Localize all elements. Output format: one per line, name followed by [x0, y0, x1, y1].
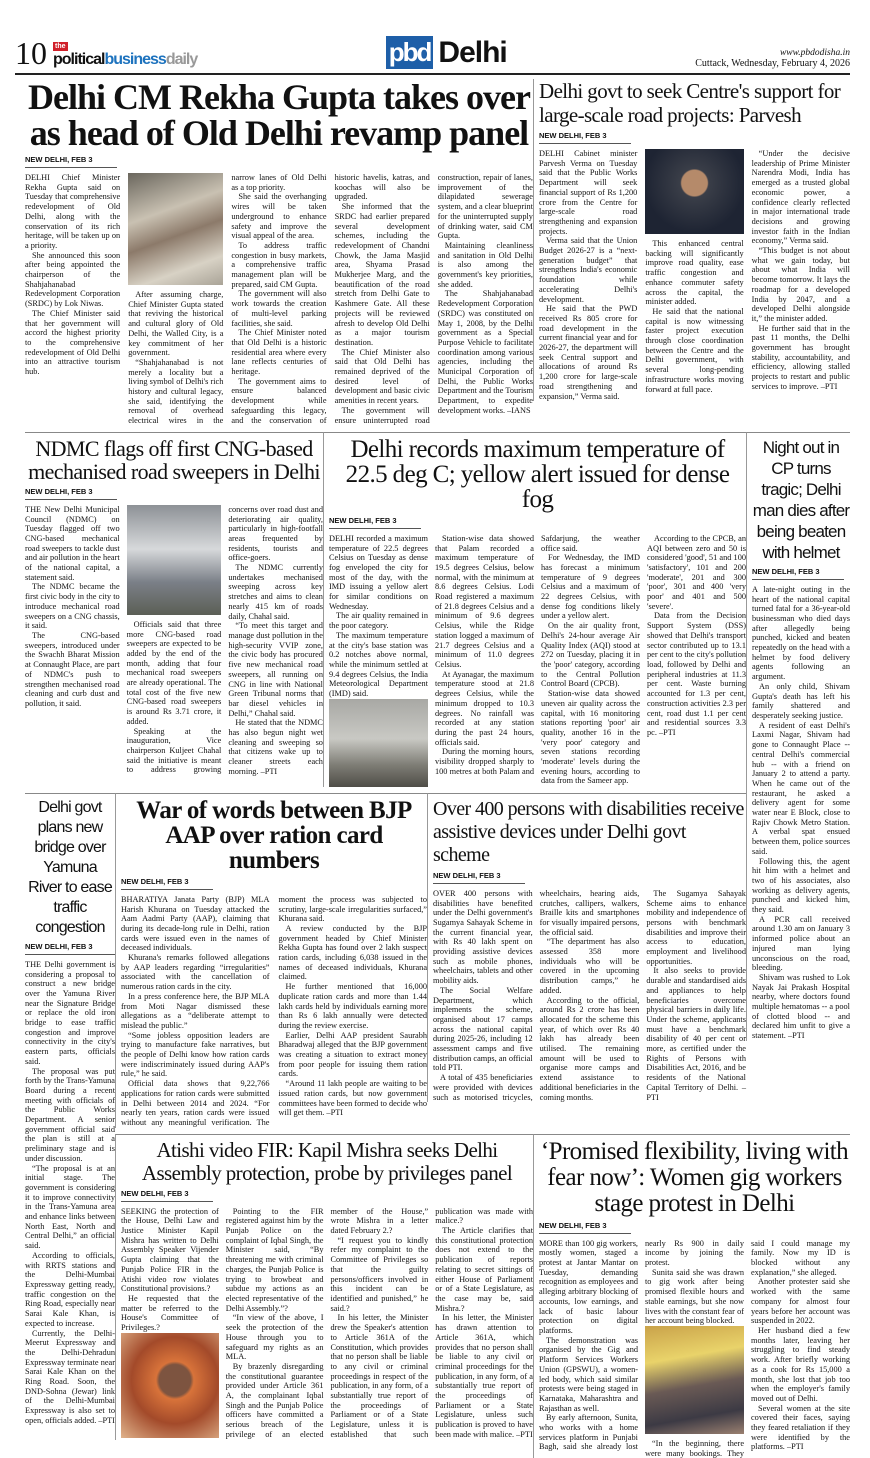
article-body: [25, 505, 323, 777]
paragraph: The Shahjahanabad Redevelopment Corporation (SRDC) was constituted on May 1, 2008, by the Delhi government as a Special Purpose Vehicle to facilitate coordination among various agencies, including the Municipal Corporation of Delhi, the Public Works Department and the Tourism Department, to expedite development works. –IANS: [437, 289, 533, 415]
paragraph: Sunita said she was drawn to gig work after being promised flexible hours and stable earnings, but she now lives with the constant fear of her account being blocked.: [645, 1267, 744, 1326]
paragraph: Maintaining cleanliness and sanitation in Old Delhi is also among the government's key priorities, she added.: [437, 240, 533, 289]
paragraph: The Chief Minister also said that Old Delhi has remained deprived of the desired level of development and basic civic amenities in recent years.: [334, 347, 430, 406]
photo-road-sweeper: [127, 505, 222, 615]
paragraph: Earlier, Delhi AAP president Saurabh Bharadwaj alleged that the BJP government was creating a situation to extract money from poor people for issuing them ration cards.: [278, 1030, 427, 1079]
paragraph: “Under the decisive leadership of Prime Minister Narendra Modi, India has emerged as a trusted global economic power, a confidence clearly reflected in major international trade decisions and growing investor faith in the Indian economy,” Verma said.: [751, 149, 850, 246]
paragraph: Currently, the Delhi-Meerut Expressway and the Delhi-Dehradun Expressway terminate near Sarai Kale Khan on the Ring Road. Soon, the DND-Sohna (Jewar) link of the Delhi-Mumbai Expressway is also set to open, officials added. –PTI: [25, 1328, 115, 1425]
paragraph: After assuming charge, Chief Minister Gupta stated that reviving the historical and cultural glory of Old Delhi, the Walled City, is a key commitment of her government.: [128, 290, 224, 358]
headline: Delhi govt to seek Centre's support for large-scale road projects: Parvesh: [539, 79, 841, 127]
paragraph: According to officials, with RRTS stations and the Delhi-Mumbai Expressway getting ready, traffic congestion on the Ring Road, especially near Sarai Kale Khan, is expected to increase.: [25, 1250, 115, 1328]
paragraph: She informed that the SRDC had earlier prepared several development schemes, including the redevelopment of Chandni Chowk, the Jama Masjid area, Shyama Prasad Mukherjee Marg, and the beautification of the road stretch from Delhi Gate to Kashmere Gate. All these projects will be reviewed afresh to develop Old Delhi as a major tourism destination.: [334, 202, 430, 347]
headline: ‘Promised flexibility, living with fear now’: Women gig workers stage protest in Delhi: [540, 1137, 849, 1217]
section-masthead: [386, 36, 507, 69]
logo-wordmark: [53, 51, 197, 69]
dateline: NEW DELHI, FEB 3: [25, 487, 117, 500]
paragraph: Following this, the agent hit him with a helmet and two of his associates, also working as delivery agents, punched and kicked him, they said.: [752, 856, 850, 915]
paragraph: The NDMC became the first civic body in the city to introduce mechanical road sweepers on a CNG chassis, it said.: [25, 582, 120, 631]
paragraph: By brazenly disregarding the constitutional guarantee provided under Article 361 A, the complainant Iqbal Singh and the Punjab Police officers have committed a serious breach of the privilege of an elected member of the House,” wrote Mishra in a letter dated February 2.?: [225, 1206, 429, 1439]
paragraph: Several women at the site covered their faces, saying they feared retaliation if they were identified by the platforms. –PTI: [751, 1403, 850, 1452]
masthead-left: [15, 37, 197, 69]
paragraph: Speaking at the inauguration, Vice chairperson Kuljeet Chahal said the initiative is meant to address growing concerns over road dust and deteriorating air quality, particularly in high-footfall areas frequented by residents, tourists and office-goers.: [126, 504, 323, 775]
article-body: [539, 1239, 850, 1458]
dateline: NEW DELHI, FEB 3: [539, 1221, 631, 1234]
paragraph: “Some jobless opposition leaders are trying to manufacture fake narratives, but the people of Delhi know how ration cards were indiscriminately issued during AAP's rule,” he said.: [121, 1030, 270, 1079]
photo-dense-fog: [329, 699, 428, 787]
paragraph: The maximum temperature at the city's base station was 0.2 notches above normal, while the minimum settled at 9.4 degrees Celsius, the India Meteorological Department (IMD) said.: [329, 630, 428, 699]
paragraph: The proposal was put forth by the Trans-Yamuna Board during a recent meeting with officials of the Public Works Department. A senior government official said the plan is still at a preliminary stage and is under discussion.: [25, 1066, 115, 1163]
paragraph: Verma said that the Union Budget 2026-27 is a “next-generation budget” that strengthens India's economic foundation while accelerating Delhi's development.: [539, 236, 638, 304]
article-body: [433, 889, 746, 1102]
page-number: 10: [15, 35, 47, 71]
paragraph: The Chief Minister said that her government will accord the highest priority to the comprehensive redevelopment of Old Delhi into an attractive tourism hub.: [25, 308, 121, 377]
paragraph: The government will also work towards the creation of multi-level parking facilities, she said.: [231, 289, 327, 328]
photo-protest: [645, 1326, 744, 1434]
paragraph: The Social Welfare Department, which implements the scheme, organised about 17 camps across the national capital during 2025-26, including 12 assessment camps and five distribution camps, an official told PTI.: [433, 985, 533, 1073]
masthead: [15, 0, 850, 75]
article-yamuna-bridge: [25, 793, 115, 1426]
paragraph: “In the beginning, there were many bookings. They said I could manage my family. Now my ID is blocked without any explanation,” she alleged.: [645, 1238, 850, 1458]
paragraph: He requested that the matter be referred to the House's Committee of Privileges.?: [121, 1294, 219, 1333]
paragraph: Pointing to the FIR registered against him by the Punjab Police on the complaint of Iqbal Singh, the Minister said, “By threatening me with criminal charges, the Punjab Police is trying to browbeat and subdue my actions as an elected representative of the Delhi Assembly.”?: [225, 1206, 324, 1313]
paragraph: On the air quality front, Delhi's 24-hour average Air Quality Index (AQI) stood at 272 on Tuesday, placing it in the 'poor' category, according to the Central Pollution Control Board (CPCB).: [541, 621, 640, 689]
paragraph: “This budget is not about what we gain today, but about what India will become tomorrow. It lays the roadmap for a developed India by 2047, and a developed Delhi alongside it,” the minister added.: [751, 246, 850, 323]
paragraph: He further mentioned that 16,000 duplicate ration cards and more than 1.44 lakh cards held by individuals earning more than Rs 6 lakh annually were detected during the review exercise.: [278, 982, 427, 1030]
paragraph: At Ayanagar, the maximum temperature stood at 21.8 degrees Celsius, while the minimum dropped to 10.3 degrees. No rainfall was recorded at any station during the past 24 hours, officials said.: [435, 669, 534, 747]
photo-rekha-gupta: [128, 173, 223, 285]
headline: Delhi govt plans new bridge over Yamuna River to ease traffic congestion: [28, 798, 112, 936]
paragraph: The demonstration was organised by the Gig and Platform Services Workers Union (GPSWU), a women-led body, which said similar protests were being staged in Karnataka, Maharashtra and Rajasthan as well.: [539, 1335, 638, 1413]
headline: War of words between BJP AAP over ration card numbers: [136, 796, 412, 874]
article-body: [121, 1207, 533, 1441]
newspaper-logo: [53, 42, 197, 69]
paragraph: He said that the national capital is now witnessing faster project execution through close coordination between the Centre and the Delhi government, with several long-pending infrastructure works moving forward at full pace.: [645, 306, 744, 394]
paragraph: The air quality remained in the poor category.: [329, 611, 428, 631]
paragraph: A resident of east Delhi's Laxmi Nagar, Shivam had gone to Connaught Place -- central Delhi's commercial hub -- with a friend on January 2 to attend a party. When he came out of the restaurant, he asked a delivery agent for some water near E Block, close to Rajiv Chowk Metro Station. A verbal spat ensued between them, police sources said.: [752, 720, 850, 856]
masthead-right: [695, 48, 850, 69]
section-logo: pbd: [386, 36, 434, 69]
paragraph: It also seeks to provide durable and standardised aids and appliances to help beneficiaries overcome physical barriers in daily life. Under the scheme, applicants must have a benchmark disability of 40 per cent or more, as certified under the Rights of Persons with Disabilities Act, 2016, and be residents of the National Capital Territory of Delhi. –PTI: [646, 966, 746, 1102]
logo-the: the: [55, 43, 66, 50]
article-cp-night-out: [746, 432, 850, 1041]
paragraph: Data from the Decision Support System (DSS) showed that Delhi's transport sector contributed up to 13.1 per cent to the city's pollution load, followed by Delhi and peripheral industries at 11.3 per cent. Waste burning accounted for 1.3 per cent, construction activities 2.3 per cent, road dust 1.1 per cent and residential sources 3.3 pc. –PTI: [647, 611, 746, 737]
article-body: [25, 960, 115, 1426]
logo-political: political: [53, 51, 105, 68]
paragraph: MORE than 100 gig workers, mostly women, staged a protest at Jantar Mantar on Tuesday, demanding recognition as employees and alleging arbitrary blocking of accounts, low earnings, and lack of basic labour protection on digital platforms.: [539, 1238, 638, 1335]
article-ndmc-sweepers: [25, 432, 323, 777]
photo-parvesh-verma: [645, 149, 743, 234]
paragraph: A PCR call received around 1.30 am on January 3 informed police about an injured man lying unconscious on the road, bleeding.: [752, 914, 850, 973]
paragraph: Official data shows that 9,22,766 applications for ration cards were submitted in Delhi between 2014 and 2024. “For nearly ten years, ration cards were issued without any meaningful verification. The moment the process was subjected to scrutiny, large-scale irregularities surfaced,” Khurana said.: [121, 894, 427, 1127]
paragraph: Her husband died a few months later, leaving her struggling to find steady work. After briefly working as a cook for Rs 15,000 a month, she lost that job too when the employer's family moved out of Delhi.: [751, 1326, 850, 1403]
paragraph: SEEKING the protection of the House, Delhi Law and Justice Minister Kapil Mishra has written to Delhi Assembly Speaker Vijender Gupta claiming that the Punjab Police FIR in the Atishi video row violates Constitutional provisions.?: [121, 1206, 219, 1294]
paragraph: Khurana's remarks followed allegations by AAP leaders regarding “irregularities” associated with the cancellation of numerous ration cards in the city.: [121, 953, 270, 992]
paragraph: A late-night outing in the heart of the national capital turned fatal for a 36-year-old businessman who died days after allegedly being punched, kicked and beaten repeatedly on the head with a helmet by food delivery agents following an argument.: [752, 584, 850, 682]
article-old-delhi-revamp: [25, 79, 533, 426]
paragraph: “I request you to kindly refer my complaint to the Committee of Privileges so that the guilty persons/officers involved in this incident can be identified and punished,” he said.?: [330, 1235, 429, 1313]
paragraph: By early afternoon, Sunita, who works with a home services platform in Punjabi Bagh, said she already lost nearly Rs 900 in daily income by joining the protest.: [539, 1238, 744, 1452]
article-atishi-video-fir: [115, 1134, 533, 1441]
article-body: [25, 173, 533, 426]
article-body: [539, 149, 850, 401]
logo-business: business: [104, 51, 166, 68]
paragraph: During the morning hours, visibility dropped sharply to 100 metres at both Palam and Safdarjung, the weather office said.: [435, 533, 640, 776]
paragraph: The Sugamya Sahayak Scheme aims to enhance mobility and independence of persons with benchmark disabilities and improve their access to education, employment and livelihood opportunities.: [646, 888, 746, 966]
paragraph: The NDMC currently undertakes mechanised sweeping across key stretches and aims to clean nearly 415 km of roads daily, Chahal said.: [228, 563, 323, 621]
article-body: [752, 585, 850, 1041]
issue-date: Cuttack, Wednesday, February 4, 2026: [695, 58, 850, 69]
paragraph: He further said that in the past 11 months, the Delhi government has brought stability, accountability, and efficiency, allowing stalled projects to restart and public services to improve. –PTI: [751, 323, 850, 391]
dateline: NEW DELHI, FEB 3: [25, 942, 115, 955]
dateline: NEW DELHI, FEB 3: [121, 1189, 213, 1202]
paragraph: For Wednesday, the IMD has forecast a minimum temperature of 9 degrees Celsius and a maximum of 22 degrees Celsius, with dense fog conditions likely under a yellow alert.: [541, 553, 640, 621]
dateline: NEW DELHI, FEB 3: [329, 516, 421, 529]
paragraph: DELHI recorded a maximum temperature of 22.5 degrees Celsius on Tuesday as dense fog enveloped the city for most of the day, with the IMD issuing a yellow alert for similar conditions on Wednesday.: [329, 533, 428, 611]
paragraph: He stated that the NDMC has also begun night wet cleaning and sweeping so that citizens wake up to cleaner streets each morning. –PTI: [228, 718, 323, 776]
page-grid: [25, 79, 850, 1458]
paragraph: An only child, Shivam Gupta's death has left his family shattered and desperately seeking justice.: [752, 681, 850, 720]
paragraph: DELHI Cabinet minister Parvesh Verma on Tuesday said that the Public Works Department will seek financial support of Rs 1,200 crore from the Centre for large-scale road strengthening and expansion projects.: [539, 149, 638, 236]
dateline: NEW DELHI, FEB 3: [25, 155, 117, 168]
paragraph: “The proposal is at an initial stage. The government is considering it to improve connectivity in the Trans-Yamuna area and enhance links between North East, North and Central Delhi,” an official said.: [25, 1163, 115, 1251]
paragraph: Shivam was rushed to Lok Nayak Jai Prakash Hospital nearby, where doctors found multiple hematomas -- a pool of clotted blood -- and declared him unfit to give a statement. –PTI: [752, 972, 850, 1041]
article-body: [121, 895, 427, 1128]
paragraph: “The department has also assessed 358 more individuals who will be covered in the upcoming distribution camps,” he added.: [539, 937, 640, 995]
paragraph: According to the CPCB, an AQI between zero and 50 is considered 'good', 51 and 100 'satisfactory', 101 and 200 'moderate', 201 and 300 'poor', 301 and 400 'very poor' and 401 and 500 'severe'.: [647, 533, 746, 611]
article-gig-workers-protest: [533, 1134, 850, 1458]
headline: NDMC flags off first CNG-based mechanised road sweepers in Delhi: [28, 435, 320, 484]
headline: Over 400 persons with disabilities receive assistive devices under Delhi govt scheme: [433, 797, 744, 866]
headline: Atishi video FIR: Kapil Mishra seeks Delhi Assembly protection, probe by privileges panel: [141, 1137, 513, 1185]
article-temperature-fog: [323, 432, 746, 787]
dateline: NEW DELHI, FEB 3: [433, 871, 525, 884]
paragraph: He said that the PWD received Rs 805 crore for road development in the current financial year and for 2026-27, the department will seek Central support and allocations of around Rs 1,200 crore for large-scale road strengthening and expansion,” Verma said.: [539, 304, 638, 401]
paragraph: The government aims to ensure balanced development while safeguarding this legacy, and the conservation of historic havelis, katras, and koochas will also be upgraded.: [231, 173, 430, 425]
headline: Delhi CM Rekha Gupta takes over as head of Old Delhi revamp panel: [28, 77, 530, 153]
paragraph: Station-wise data showed that Palam recorded a maximum temperature of 19.5 degrees Celsius, below normal, with the minimum at 8.6 degrees Celsius. Lodi Road registered a maximum of 21.8 degrees Celsius and a minimum of 9.6 degrees Celsius, while the Ridge station logged a maximum of 21.7 degrees Celsius and a minimum of 11.0 degrees Celsius.: [435, 533, 534, 669]
paragraph: A review conducted by the BJP government headed by Chief Minister Rekha Gupta has found over 2 lakh suspect ration cards, including 6,038 issued in the names of deceased individuals, Khurana claimed.: [278, 923, 427, 982]
section-title: Delhi: [438, 36, 507, 69]
paragraph: BHARATIYA Janata Party (BJP) MLA Harish Khurana on Tuesday attacked the Aam Aadmi Party (AAP), claiming that during its decade-long rule in Delhi, ration cards were issued even in the names of deceased individuals.: [121, 894, 270, 953]
paragraph: Station-wise data showed uneven air quality across the capital, with 16 monitoring stations reporting 'poor' air quality, another 16 in the 'very poor' category and seven stations recording 'moderate' levels during the evening hours, according to data from the Sameer app.: [541, 689, 640, 786]
paragraph: The Article clarifies that this constitutional protection does not extend to the publication of reports relating to secret sittings of either House of Parliament or of a State Legislature, as the case may be, said Mishra.?: [435, 1226, 533, 1313]
article-road-projects: [533, 79, 850, 401]
paragraph: “To meet this target and manage dust pollution in the high-security VVIP zone, the civic body has procured five new mechanical road sweepers, all running on CNG in line with National Green Tribunal norms that bar diesel vehicles in Delhi,” Chahal said.: [228, 621, 323, 718]
paragraph: The Chief Minister noted that Old Delhi is a historic residential area where every lane reflects centuries of heritage.: [231, 328, 327, 377]
paragraph: The government will ensure uninterrupted road construction, repair of lanes, improvement of the dilapidated sewerage system, and a clear blueprint for the uninterrupted supply of drinking water, said CM Gupta.: [334, 173, 533, 425]
paragraph: In his letter, the Minister drew the Speaker's attention to Article 361A of the Constitution, which provides that no person shall be liable to any civil or criminal proceedings in respect of the publication, in any form, of a substantially true report of the proceedings of Parliament or of a State Legislature, unless it is established that such publication was made with malice.?: [330, 1206, 533, 1439]
paragraph: DELHI Chief Minister Rekha Gupta said on Tuesday that comprehensive redevelopment of Old Delhi, along with the conservation of its rich heritage, will be taken up on a priority.: [25, 173, 121, 250]
dateline: NEW DELHI, FEB 3: [121, 877, 213, 890]
paragraph: In a press conference here, the BJP MLA from Moti Nagar dismissed these allegations as a “deliberate attempt to mislead the public.”: [121, 991, 270, 1030]
paragraph: THE Delhi government is considering a proposal to construct a new bridge over the Yamuna River near the Signature Bridge or replace the old iron bridge to ease traffic congestion and improve connectivity in the city's eastern parts, officials said.: [25, 959, 115, 1066]
headline: Delhi records maximum temperature of 22.5 deg C; yellow alert issued for dense fog: [345, 435, 730, 513]
paragraph: “Around 11 lakh people are waiting to be issued ration cards, but now government committees have been formed to decide who will get them. –PTI: [278, 1079, 427, 1118]
website: www.pbdodisha.in: [779, 48, 850, 58]
paragraph: She announced this soon after being appointed the chairperson of the Shahjahanabad Redevelopment Corporation (SRDC) by Lok Niwas.: [25, 250, 121, 309]
paragraph: OVER 400 persons with disabilities have benefited under the Delhi government's Sugamya Sahayak Scheme in the current financial year, with Rs 40 lakh spent on providing assistive devices such as mobile phones, wheelchairs, tablets and other mobility aids.: [433, 888, 533, 986]
paragraph: Officials said that three more CNG-based road sweepers are expected to be added by the end of the month, adding that four mechanical road sweepers are already operational. The total cost of the five new CNG-based road sweepers is around Rs 3.71 crore, it added.: [126, 619, 222, 726]
paragraph: The CNG-based sweepers, introduced under the Swachh Bharat Mission at Connaught Place, are part of NDMC's push to strengthen mechanised road cleaning and curb dust and pollution, it said.: [25, 630, 120, 708]
paragraph: According to the official, around Rs 2 crore has been allocated for the scheme this year, of which over Rs 40 lakh has already been utilised. The remaining amount will be used to organise more camps and extend assistance to additional beneficiaries in the coming months.: [539, 995, 640, 1102]
dateline: NEW DELHI, FEB 3: [752, 567, 844, 580]
article-body: [329, 534, 746, 787]
paragraph: “Shahjahanabad is not merely a locality but a living symbol of Delhi's rich history and cultural legacy, she said, identifying the removal of overhead electrical wires in the narrow lanes of Old Delhi as a top priority.: [128, 173, 327, 426]
paragraph: She said the overhanging wires will be taken underground to enhance safety and improve the visual appeal of the area.: [231, 192, 327, 241]
logo-daily: daily: [165, 51, 198, 68]
paragraph: A total of 435 beneficiaries were provided with devices such as motorised tricycles, wheelchairs, hearing aids, crutches, callipers, walkers, Braille kits and smartphones for visually impaired persons, the official said.: [433, 888, 640, 1102]
paragraph: In his letter, the Minister has drawn attention to Article 361A, which provides that no person shall be liable to any civil or criminal proceedings for the publication, in any form, of a substantially true report of the proceedings of Parliament or a State Legislature, unless such publication is proved to have been made with malice. –PTI: [435, 1313, 533, 1439]
paragraph: To address traffic congestion in busy markets, a comprehensive traffic management plan will be prepared, said CM Gupta.: [231, 240, 327, 289]
paragraph: “In view of the above, I seek the protection of the House through you to safeguard my rights as an MLA.: [225, 1313, 324, 1362]
article-assistive-devices: [427, 793, 746, 1102]
paragraph: Another protester said she worked with the same company for almost four years before her account was suspended in 2022.: [751, 1277, 850, 1326]
paragraph: THE New Delhi Municipal Council (NDMC) on Tuesday flagged off two CNG-based mechanical road sweepers to tackle dust and air pollution in the heart of the national capital, a statement said.: [25, 504, 120, 582]
dateline: NEW DELHI, FEB 3: [539, 131, 631, 144]
headline: Night out in CP turns tragic; Delhi man dies after being beaten with helmet: [752, 437, 850, 562]
photo-kapil-mishra: [121, 1333, 219, 1438]
article-ration-cards: [115, 793, 427, 1128]
paragraph: This enhanced central backing will significantly improve road quality, ease traffic congestion and enhance commuter safety across the capital, the minister added.: [645, 239, 744, 307]
